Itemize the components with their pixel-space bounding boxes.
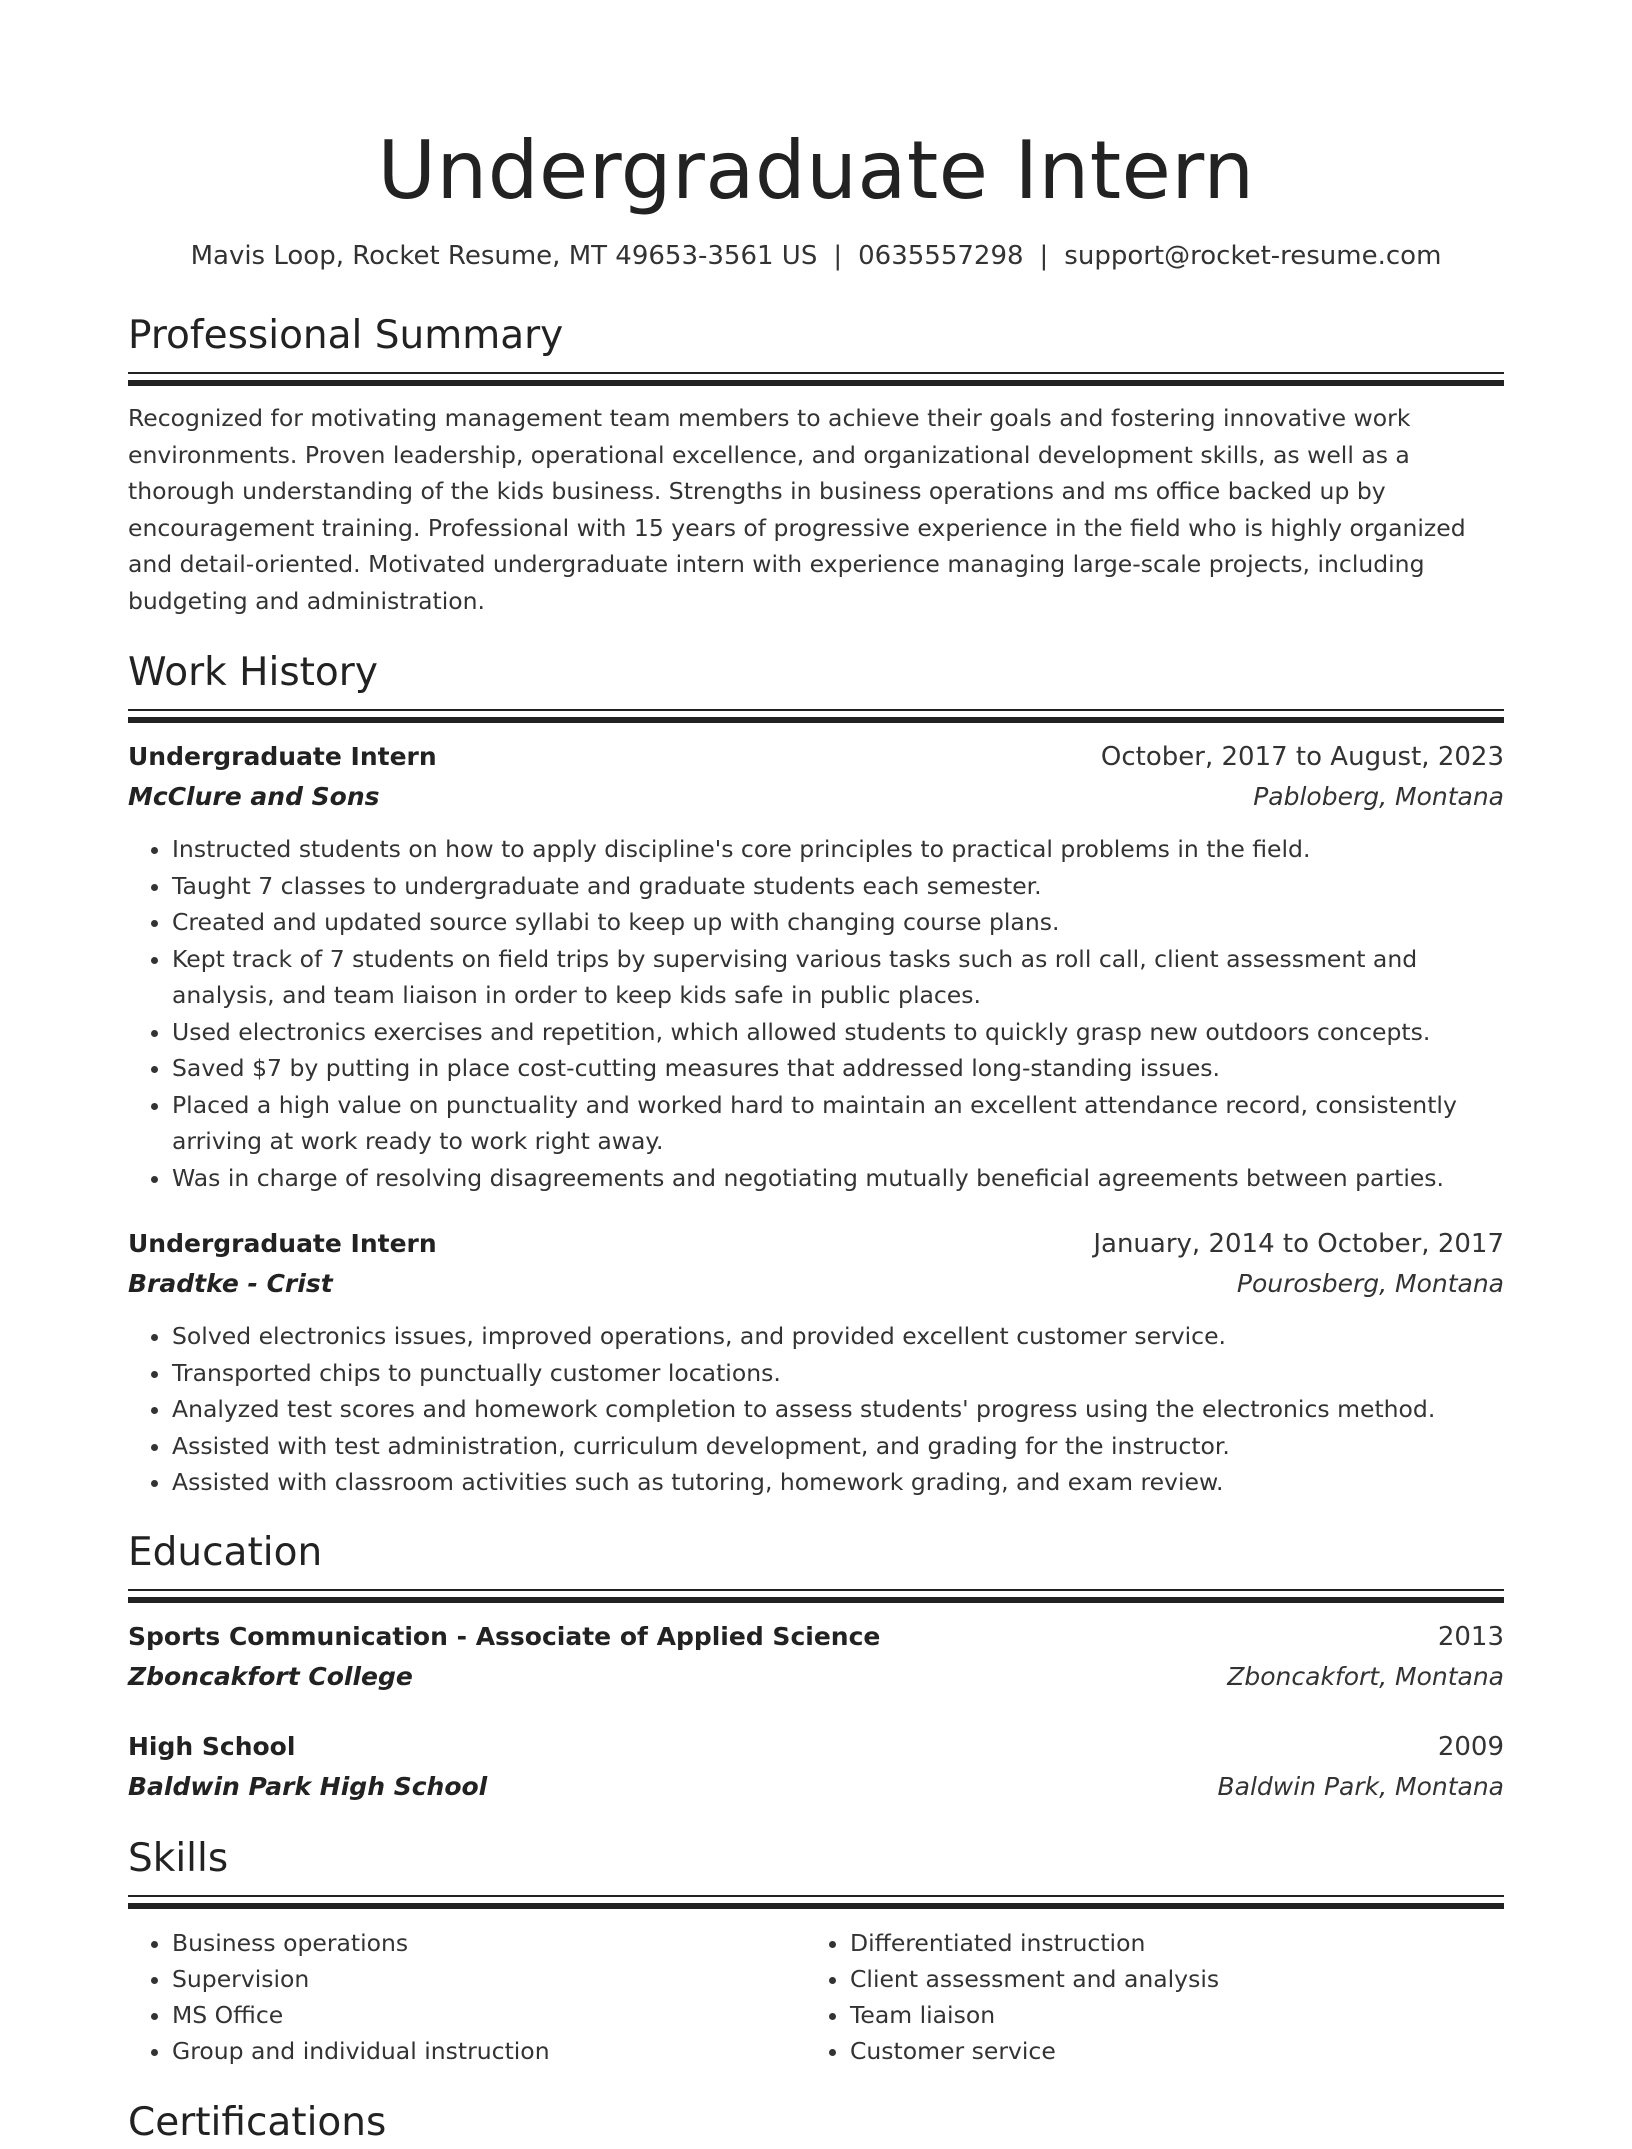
skills-list-right xyxy=(806,1925,1484,2069)
job-dates: January, 2014 to October, 2017 xyxy=(1093,1229,1504,1259)
section-divider xyxy=(128,1895,1504,1897)
skills-columns xyxy=(128,1925,1504,2069)
contact-email[interactable]: support@rocket-resume.com xyxy=(1064,241,1442,271)
certifications-section xyxy=(128,2097,1504,2149)
education-degree: Sports Communication - Associate of Applied Science xyxy=(128,1621,881,1651)
job-bullet: • Instructed students on how to apply discipline's core principles to practical problems in the field. xyxy=(172,831,1504,868)
contact-address: Mavis Loop, Rocket Resume, MT 49653-3561 US xyxy=(190,241,818,271)
education-section xyxy=(128,1527,1504,1807)
job-bullet: • Was in charge of resolving disagreements and negotiating mutually beneficial agreements between parties. xyxy=(172,1160,1504,1197)
job-entry xyxy=(128,1224,1504,1501)
job-bullet: • Solved electronics issues, improved operations, and provided excellent customer service. xyxy=(172,1318,1504,1355)
summary-text: Recognized for motivating management team members to achieve their goals and fostering innovative work environments. Proven leadership, operational excellence, and organizational development skills, as well as a thorough understanding of the kids business. Strengths in business operations and ms office backed up by encouragement training. Professional with 15 years of progressive experience in the field who is highly organized and detail-oriented. Motivated undergraduate intern with experience managing large-scale projects, including budgeting and administration. xyxy=(128,404,1466,615)
job-bullet: • Created and updated source syllabi to keep up with changing course plans. xyxy=(172,904,1504,941)
job-bullet: • Placed a high value on punctuality and worked hard to maintain an excellent attendance record, consistently arriving at work ready to work right away. xyxy=(172,1087,1504,1160)
skill-item: • Team liaison xyxy=(850,1997,1484,2033)
summary-section xyxy=(128,310,1504,619)
contact-separator: | xyxy=(1039,241,1049,271)
resume-page xyxy=(128,0,1504,2149)
job-bullet-list xyxy=(128,1318,1504,1501)
skill-item: • Client assessment and analysis xyxy=(850,1961,1484,1997)
job-bullet-list xyxy=(128,831,1504,1196)
section-title-summary: Professional Summary xyxy=(128,313,564,358)
section-divider-thick xyxy=(128,1903,1504,1909)
skill-item: • Customer service xyxy=(850,2033,1484,2069)
skill-item: • Differentiated instruction xyxy=(850,1925,1484,1961)
section-divider xyxy=(128,1589,1504,1591)
work-history-section xyxy=(128,647,1504,1501)
section-divider-thick xyxy=(128,380,1504,386)
job-bullet: • Saved $7 by putting in place cost-cutting measures that addressed long-standing issues. xyxy=(172,1050,1504,1087)
skills-list-left xyxy=(128,1925,806,2069)
job-company: Bradtke - Crist xyxy=(128,1269,333,1298)
education-year: 2013 xyxy=(1437,1621,1504,1652)
candidate-name: Undergraduate Intern xyxy=(377,124,1255,217)
education-year: 2009 xyxy=(1437,1731,1504,1762)
contact-separator: | xyxy=(833,241,843,271)
section-title-education: Education xyxy=(128,1529,323,1575)
section-divider-thick xyxy=(128,717,1504,723)
job-dates: October, 2017 to August, 2023 xyxy=(1100,742,1504,772)
section-title-certifications: Certifications xyxy=(128,2099,387,2145)
education-location: Baldwin Park, Montana xyxy=(1217,1771,1504,1801)
job-location: Pabloberg, Montana xyxy=(1253,782,1504,811)
skill-item: • Group and individual instruction xyxy=(172,2033,806,2069)
education-location: Zboncakfort, Montana xyxy=(1227,1661,1504,1691)
job-bullet: • Kept track of 7 students on field trips by supervising various tasks such as roll call, client assessment and analysis, and team liaison in order to keep kids safe in public places. xyxy=(172,941,1504,1014)
education-entry xyxy=(128,1617,1504,1697)
job-company: McClure and Sons xyxy=(128,782,380,811)
education-entry xyxy=(128,1727,1504,1807)
job-bullet: • Transported chips to punctually customer locations. xyxy=(172,1355,1504,1392)
job-bullet: • Used electronics exercises and repetition, which allowed students to quickly grasp new outdoors concepts. xyxy=(172,1014,1504,1051)
section-divider xyxy=(128,709,1504,711)
education-school: Zboncakfort College xyxy=(128,1661,413,1691)
skill-item: • Supervision xyxy=(172,1961,806,1997)
contact-line xyxy=(128,238,1504,274)
job-bullet: • Assisted with test administration, curriculum development, and grading for the instructor. xyxy=(172,1428,1504,1465)
skill-item: • MS Office xyxy=(172,1997,806,2033)
job-location: Pourosberg, Montana xyxy=(1236,1269,1504,1298)
contact-phone: 0635557298 xyxy=(858,241,1024,271)
section-divider xyxy=(128,372,1504,374)
job-entry xyxy=(128,737,1504,1196)
job-title: Undergraduate Intern xyxy=(128,1229,437,1258)
job-bullet: • Assisted with classroom activities such as tutoring, homework grading, and exam review. xyxy=(172,1464,1504,1501)
job-bullet: • Taught 7 classes to undergraduate and graduate students each semester. xyxy=(172,868,1504,905)
education-school: Baldwin Park High School xyxy=(128,1771,488,1801)
skill-item: • Business operations xyxy=(172,1925,806,1961)
section-title-work: Work History xyxy=(128,650,378,695)
job-title: Undergraduate Intern xyxy=(128,742,437,771)
section-divider-thick xyxy=(128,1597,1504,1603)
section-title-skills: Skills xyxy=(128,1835,229,1881)
skills-section xyxy=(128,1833,1504,2069)
job-bullet: • Analyzed test scores and homework completion to assess students' progress using the electronics method. xyxy=(172,1391,1504,1428)
education-degree: High School xyxy=(128,1731,296,1761)
